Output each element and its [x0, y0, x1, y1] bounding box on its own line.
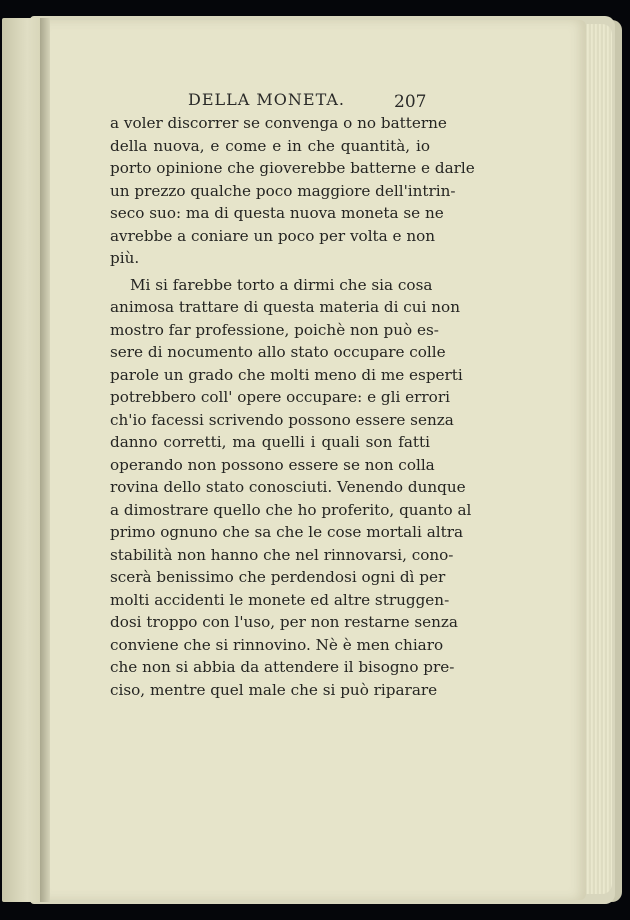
text-line: parole un grado che molti meno di me esperti: [110, 365, 463, 384]
text-line: scerà benissimo che perdendosi ogni dì per: [110, 568, 446, 586]
text-line: danno corretti, ma quelli i quali son fatti: [110, 433, 430, 451]
text-line: potrebbero coll' opere occupare: e gli errori: [110, 388, 450, 406]
text-line: ch'io facessi scrivendo possono essere senza: [110, 410, 454, 429]
text-line: animosa trattare di questa materia di cui non: [110, 298, 460, 316]
page-fore-edge: [584, 24, 612, 894]
text-line: Mi si farebbe torto a dirmi che sia cosa: [130, 275, 433, 294]
text-line: a voler discorrer se convenga o no batterne: [110, 114, 447, 132]
text-line: sere di nocumento allo stato occupare colle: [110, 343, 446, 361]
text-line: molti accidenti le monete ed altre struggen-: [110, 590, 450, 609]
text-line: rovina dello stato conosciuti. Venendo dunque: [110, 478, 466, 496]
text-line: a dimostrare quello che ho proferito, quanto al: [110, 500, 472, 519]
text-line: che non si abbia da attendere il bisogno pre-: [110, 658, 455, 676]
book-gutter: [40, 18, 50, 902]
previous-page-edge: [2, 18, 44, 902]
text-line: porto opinione che gioverebbe batterne e darle: [110, 159, 475, 177]
text-line: più.: [110, 249, 140, 267]
paragraph-1: [110, 112, 475, 270]
text-line: conviene che si rinnovino. Nè è men chiaro: [110, 635, 444, 654]
text-line: mostro far professione, poichè non può es-: [110, 320, 439, 339]
text-line: operando non possono essere se non colla: [110, 455, 435, 474]
paragraph-2: [110, 274, 472, 702]
running-head: DELLA MONETA.: [188, 90, 346, 109]
page-number: 207: [394, 92, 427, 112]
text-line: della nuova, e come e in che quantità, io: [110, 136, 430, 155]
text-line: stabilità non hanno che nel rinnovarsi, cono-: [110, 545, 454, 564]
page-text: [110, 112, 475, 701]
text-line: seco suo: ma di questa nuova moneta se ne: [110, 204, 444, 222]
text-line: ciso, mentre quel male che si può riparare: [110, 680, 438, 699]
text-line: un prezzo qualche poco maggiore dell'intrin-: [110, 181, 456, 200]
text-line: primo ognuno che sa che le cose mortali altra: [110, 523, 464, 541]
text-line: dosi troppo con l'uso, per non restarne senza: [110, 613, 458, 631]
text-line: avrebbe a coniare un poco per volta e non: [110, 226, 436, 245]
